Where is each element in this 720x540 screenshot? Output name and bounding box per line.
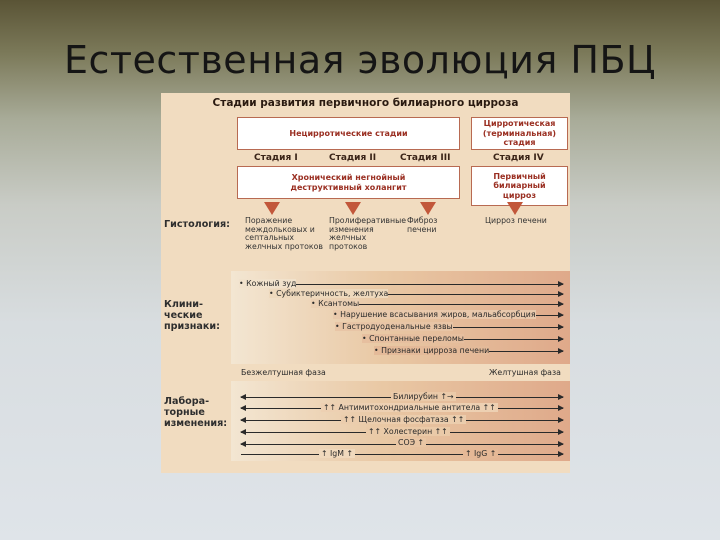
clinical-label-line-1: Клини-	[164, 299, 203, 310]
lab-label-line-2: торные	[164, 407, 205, 418]
histology-stage-4: Цирроз печени	[485, 216, 547, 225]
anicteric-phase-label: Безжелтушная фаза	[241, 368, 326, 377]
clinical-sign-5: • Гастродуоденальные язвы	[335, 322, 453, 331]
pbc-box: Первичный билиарный цирроз	[471, 166, 568, 206]
cirrhotic-box: Цирротическая (терминальная) стадия	[471, 117, 568, 150]
lab-marker-alp: ↑↑ Щелочная фосфатаза ↑↑	[343, 415, 465, 424]
lab-label-line-1: Лабора-	[164, 396, 210, 407]
clinical-sign-4: • Нарушение всасывания жиров, мальабсорбция	[333, 310, 536, 319]
clinical-sign-7: • Признаки цирроза печени	[374, 346, 490, 355]
clinical-sign-1: • Кожный зуд	[239, 279, 297, 288]
histology-stage-1: Поражение междольковых и септальных желчных протоков	[245, 216, 323, 251]
icteric-phase-label: Желтушная фаза	[489, 368, 561, 377]
lab-marker-igm: ↑ IgM ↑	[321, 449, 353, 458]
stage-4-arrow-icon	[507, 202, 523, 215]
lab-marker-esr: СОЭ ↑	[398, 438, 425, 447]
clinical-label	[164, 299, 220, 332]
histology-stage-3: Фиброз печени	[407, 216, 438, 234]
lab-label-line-3: изменения:	[164, 418, 228, 429]
clinical-sign-6: • Спонтанные переломы	[362, 334, 464, 343]
lab-marker-bilirubin: Билирубин ↑→	[393, 392, 454, 401]
stage-3-arrow-icon	[420, 202, 436, 215]
clinical-label-line-2: ческие	[164, 310, 203, 321]
clinical-sign-3: • Ксантомы	[311, 299, 360, 308]
clinical-label-line-3: признаки:	[164, 321, 220, 332]
cholangitis-box: Хронический негнойный деструктивный холангит	[237, 166, 460, 199]
stage-1-arrow-icon	[264, 202, 280, 215]
stage-3-label: Стадия III	[400, 153, 451, 163]
lab-marker-cholesterol: ↑↑ Холестерин ↑↑	[368, 427, 448, 436]
histology-stage-2: Пролиферативные изменения желчных протоков	[329, 216, 407, 251]
stage-4-label: Стадия IV	[493, 153, 544, 163]
slide-title: Естественная эволюция ПБЦ	[63, 38, 657, 82]
lab-marker-igg: ↑ IgG ↑	[465, 449, 497, 458]
lab-label	[164, 396, 227, 429]
lab-marker-ama: ↑↑ Антимитохондриальные антитела ↑↑	[323, 403, 496, 412]
stage-1-label: Стадия I	[254, 153, 298, 163]
pbc-stages-figure	[161, 93, 570, 473]
stage-2-arrow-icon	[345, 202, 361, 215]
figure-title: Стадии развития первичного билиарного цирроза	[212, 97, 519, 109]
stage-2-label: Стадия II	[329, 153, 377, 163]
noncirrhotic-box: Нецирротические стадии	[237, 117, 460, 150]
clinical-sign-2: • Субиктеричность, желтуха	[269, 289, 389, 298]
histology-label: Гистология:	[164, 219, 231, 230]
